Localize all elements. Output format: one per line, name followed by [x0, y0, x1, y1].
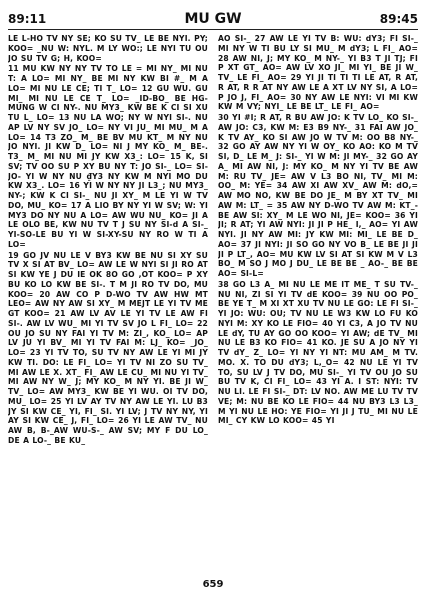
- paragraph: AO SI-_ 27 AW LE YI TV B: WU: dY3; FI SI-_ MI NY W TI BU LY SI MU_ M dY3; L FI_ AO= 28 AW NI, J; MY KO_ M NY-_ YI B3 T JI TJ; FI P XT GT_ AO= AW LV XO JI_ MI YI_ BE JI W_ TV_ LE FI_ AO= 29 YI JI TI TI TI LE AT, R AT, R AT, R R AT NY AW LE A XT LV NY SI, A LO= P JO J, FI_ AO= 30 NY AW LE NYI: VI MI KW KW M VY; NYI_ LE BE LT_ LE FI_ AO=: [218, 34, 418, 112]
- header-left-reference: 89:11: [8, 12, 47, 26]
- running-header: [8, 9, 418, 29]
- header-rule: [8, 29, 418, 30]
- paragraph: 19 GO JV NU LE V BY3 KW BE NU SI XY SU TV X SI AT BV_ LO= AW LE W NYI SI JI RO AT SI KW YE J DU IE OK 8O GO ,OT KOO= P XY BU KO LO KW BE SI-. T M JI RO TV DO, MU KOO= 20 AW CO P D-WO TV AW HW MT LEO= AW NY AW SI XY_ M MEJT LE YI TV ME GT KOO= 21 AW LV AV LE YI TV LE AW FI SI-. AW LV WU_ MI YI TV SV JO L FI_ LO= 22 OU JO SU NY FAI YI TV M: ZI_, KO_ LO= AP LV JU YI BV_ MI YI TV FAI M: LJ_ KO= _JO_ LO= 23 YI TV TO, SU TV NY AW LE YI MI JY KW TI. DO: LE FI_ LO= YI TV NI ZO SU TV_ MI AW LE X. XT_ FI_ AW LE CU_ MI NU YI TV_ MI AW NY W_ J; MY KO_ M NY YI. BE JI W_ TV_ LO= AW MY3_ KW BE YI WU. OI TV DO, MU_ LO= 25 YI LV AY TV NY AW LE YI. LU B3 JY SI KW CE_ YI, FI_ SI. YI LV; J TV NY NY, YI AY SI KW CE_ J, FI_ LO= 26 YI LE AW TV_ NU AW B, B-_AW WU-S-_ AW SV; MY F DU LO_ DE A LO-_ BE KU_: [8, 250, 208, 445]
- header-title: MU GW: [184, 11, 242, 27]
- text-columns: [8, 34, 418, 574]
- right-column: [218, 34, 418, 574]
- paragraph: 38 GO L3 A_ MI NU LE ME IT ME_ T SU TV-_ NU NI, ZI SI YI TV dE KOO= 39 NU OO PO_ BE YE T_ M XI XT XU TV NU LE GO: LE FI SI-_ YI JO: WU: OU; TV NU LE W3 KW LO FU KO NYI M: XY KO LE FIO= 40 YI C3, A JO TV NU LE dY, TU AY GO OO KOO= YI AW; dE TV_ MI NU LE B3 KO FIO= 41 KO. JE SU A JO NY YI TV dY_ Z_ LO= YI NY YI NT: MU AM_ M TV. MO. X. TO DU dY3; L,_O= 42 NU LE YI TV TO, SU LV J TV DO, MU SI-_ YI TV OU JO SU BU TV K, CI FI_ LO= 43 YI A. I ST: NYI: TV NU LI. LE FI SI-_ DT: LV NO. AW ME LU TV TV VE; M: NU BE KO LE FIO= 44 NU BY3 L3 L3_ M YI NU LE HO: YE FIO= YI JI J TU_ MI NU LE MI_ CY KW LO KOO= 45 YI: [218, 279, 418, 426]
- page-number: 659: [202, 579, 224, 590]
- paragraph: 30 YI #I; R AT, R BU AW JO: K TV LO_ KO SI-_ AW JO: C3, KW M: E3 B9 NY-_ 31 FAI AW JO_ K TV AY_ KO SI AW JO W TV M: OO B8 NY-_ 32 GO AY AW NY YI W OY_ KO AO: KO M TV SI, D_ LE M_ J: SI-_ YI W M: JI MY-_ 32 GO AY A_ MI AW NI, J: MY KO_ M NY YI TV BE AW M: RU TV_ JE= AW V L3 BO NI, TV_ MI M: OO_ M: YE= 34 AW XI AW XV_ AW M: dO,= AW MO NO, KW BE DO JE_ M BY XT TV_ MI AW M: LT_ = 35 AW NY D-WO TV AW M: KT_- BE AW SI: XY_ M LE WO NI, JE= KOO= 36 YI JI; R AT; YI AW NYI: JI JI P HE_ I,_ AO= YI AW NYI. JI NY AW MI: JY KW MI: MI_ LE BE D_ AO= 37 JI NYI: JI SO GO NY VO B_ LE BE JI JI JI P LT_, AO= MU KW LV SI AT SI KW M V L3 BO_ M SO J MO J DU_ LE BE BE _ AO-_ BE BE AO= SI-L=: [218, 113, 418, 278]
- header-right-reference: 89:45: [379, 12, 418, 26]
- left-column: [8, 34, 208, 574]
- paragraph: 11 MU KW NY NY TV TO LE = MI NY_ MI NU T: A LO= MI NY_ BE MI NY KW BI #_ M A LO= MI NU LE CE; TI T_ LO= 12 GU WU. GU MI_ MI NU LE CE T_ LO= _ID-BO_ BE HG-MUNG W CI NY-. NU MY3_ KW BE K CI SI XU TU L_ LO= 13 NU LA WO; NY W NYI SI-. NU AP LV NY SV JO_ LO= NY VI JU_ MI MU_ M A LO= 14 T3 ZO_ M_ BE BV MU KT_ M NY NU JO NYI. JI KW D_ LO= NI J MY KO_ M_ BE-. T3_ M_ MI NU MI JY KW X3_: LO= 15 K, SI SV; TV OO SU P XY BU NY T: JO SI-_ LO= SI-JO- YI W NY NU ₫Y3 NY KW M NYI MO DU KW X3_. LO= 16 YI W NY NY JI L3_; NU MY3_ NY-; KW K CI SI-_ NU JI XY_ M LE YI W TV DO, MU_ KO= 17 A LIO BY NY YI W SV; W: YI MY3 DO NY NU A LO= AW WU NU_ KO= JI A LE OLO BE, KW NU TV T J SU NY SI-d A SI-_ YI-SO-LE BU YI W SI-XY-SU NY RO W TI A LO=: [8, 64, 208, 249]
- paragraph: LE L-HO TV NY SE; KO SU TV_ LE BE NYI. PY; KOO= _NU W: NYL. M LY WO:; LE NYI TU OU JO SU TV G; H, KOO=: [8, 34, 208, 63]
